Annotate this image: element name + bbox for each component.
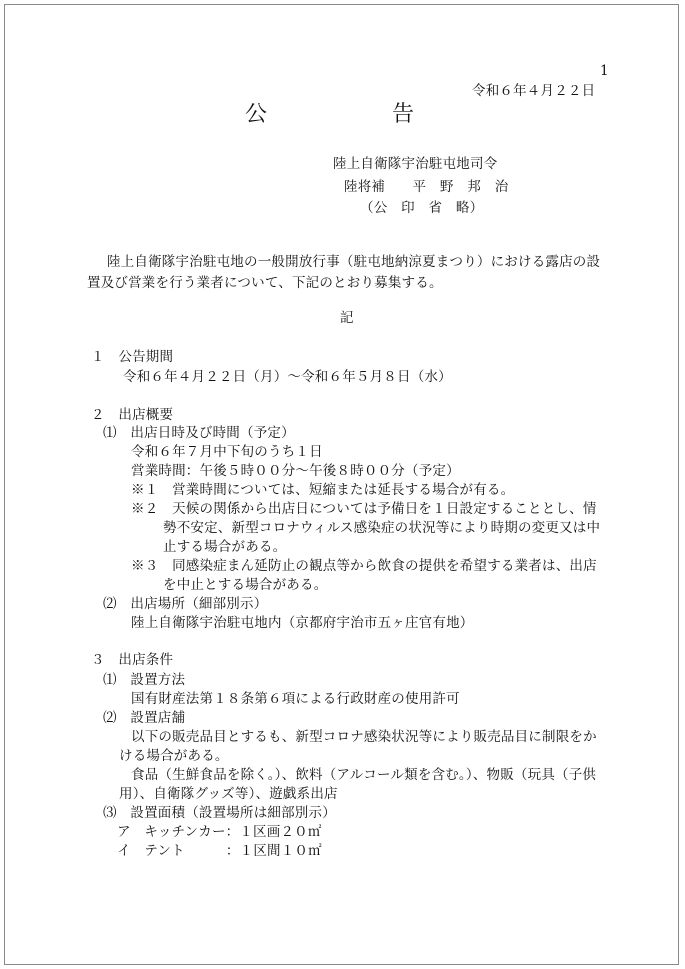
subsection-heading: ⑵ 出店場所（細部別示）: [103, 596, 268, 612]
seal-omitted-note: （公 印 省 略）: [360, 200, 484, 216]
subsection-text: 陸上自衛隊宇治駐屯地内（京都府宇治市五ヶ庄官有地）: [131, 615, 474, 631]
note-text: 勢不安定、新型コロナウィルス感染症の状況等により時期の変更又は中: [163, 520, 601, 536]
subsection-text: 令和６年７月中下旬のうち１日: [131, 444, 323, 460]
subsection-heading: ⑴ 出店日時及び時間（予定）: [103, 425, 295, 441]
subsection-heading: ⑵ 設置店舗: [103, 710, 186, 726]
notice-title-right: 告: [392, 102, 415, 127]
subsection-text: 国有財産法第１８条第６項による行政財産の使用許可: [131, 691, 460, 707]
note-text: ※３ 同感染症まん延防止の観点等から飲食の提供を希望する業者は、出店: [131, 558, 597, 574]
document-page: [4, 4, 679, 965]
page-number: 1: [600, 63, 609, 79]
subsection-text: 以下の販売品目とするも、新型コロナ感染状況等により販売品目に制限をか: [131, 729, 597, 745]
section-heading: ３ 出店条件: [91, 652, 174, 668]
issuer-name: 陸将補 平 野 邦 治: [344, 179, 509, 195]
list-item: ア キッチンカー：１区画２０㎡: [117, 824, 322, 840]
subsection-text: 食品（生鮮食品を除く。）、飲料（アルコール類を含む。）、物販（玩具（子供: [131, 767, 597, 783]
note-text: を中止とする場合がある。: [163, 577, 328, 593]
section-heading: １ 公告期間: [91, 349, 174, 365]
ki-heading: 記: [340, 310, 354, 326]
subsection-text: ける場合がある。: [119, 748, 229, 764]
subsection-heading: ⑴ 設置方法: [103, 672, 186, 688]
note-text: 止する場合がある。: [163, 539, 287, 555]
issuer-organization: 陸上自衛隊宇治駐屯地司令: [333, 156, 498, 172]
subsection-heading: ⑶ 設置面積（設置場所は細部別示）: [103, 805, 336, 821]
note-text: ※１ 営業時間については、短縮または延長する場合が有る。: [131, 482, 515, 498]
intro-line: 陸上自衛隊宇治駐屯地の一般開放行事（駐屯地納涼夏まつり）における露店の設: [107, 254, 601, 270]
list-item: イ テント ：１区間１０㎡: [117, 843, 322, 859]
subsection-text: 営業時間：午後５時００分～午後８時００分（予定）: [131, 463, 460, 479]
notice-date: 令和６年４月２２日: [472, 83, 596, 99]
note-text: ※２ 天候の関係から出店日については予備日を１日設定することとし、情: [131, 501, 597, 517]
section-text: 令和６年４月２２日（月）～令和６年５月８日（水）: [123, 369, 452, 385]
section-heading: ２ 出店概要: [91, 407, 174, 423]
notice-title-left: 公: [245, 102, 268, 127]
subsection-text: 用）、自衛隊グッズ等）、遊戯系出店: [119, 786, 338, 802]
intro-line: 置及び営業を行う業者について、下記のとおり募集する。: [87, 275, 443, 291]
